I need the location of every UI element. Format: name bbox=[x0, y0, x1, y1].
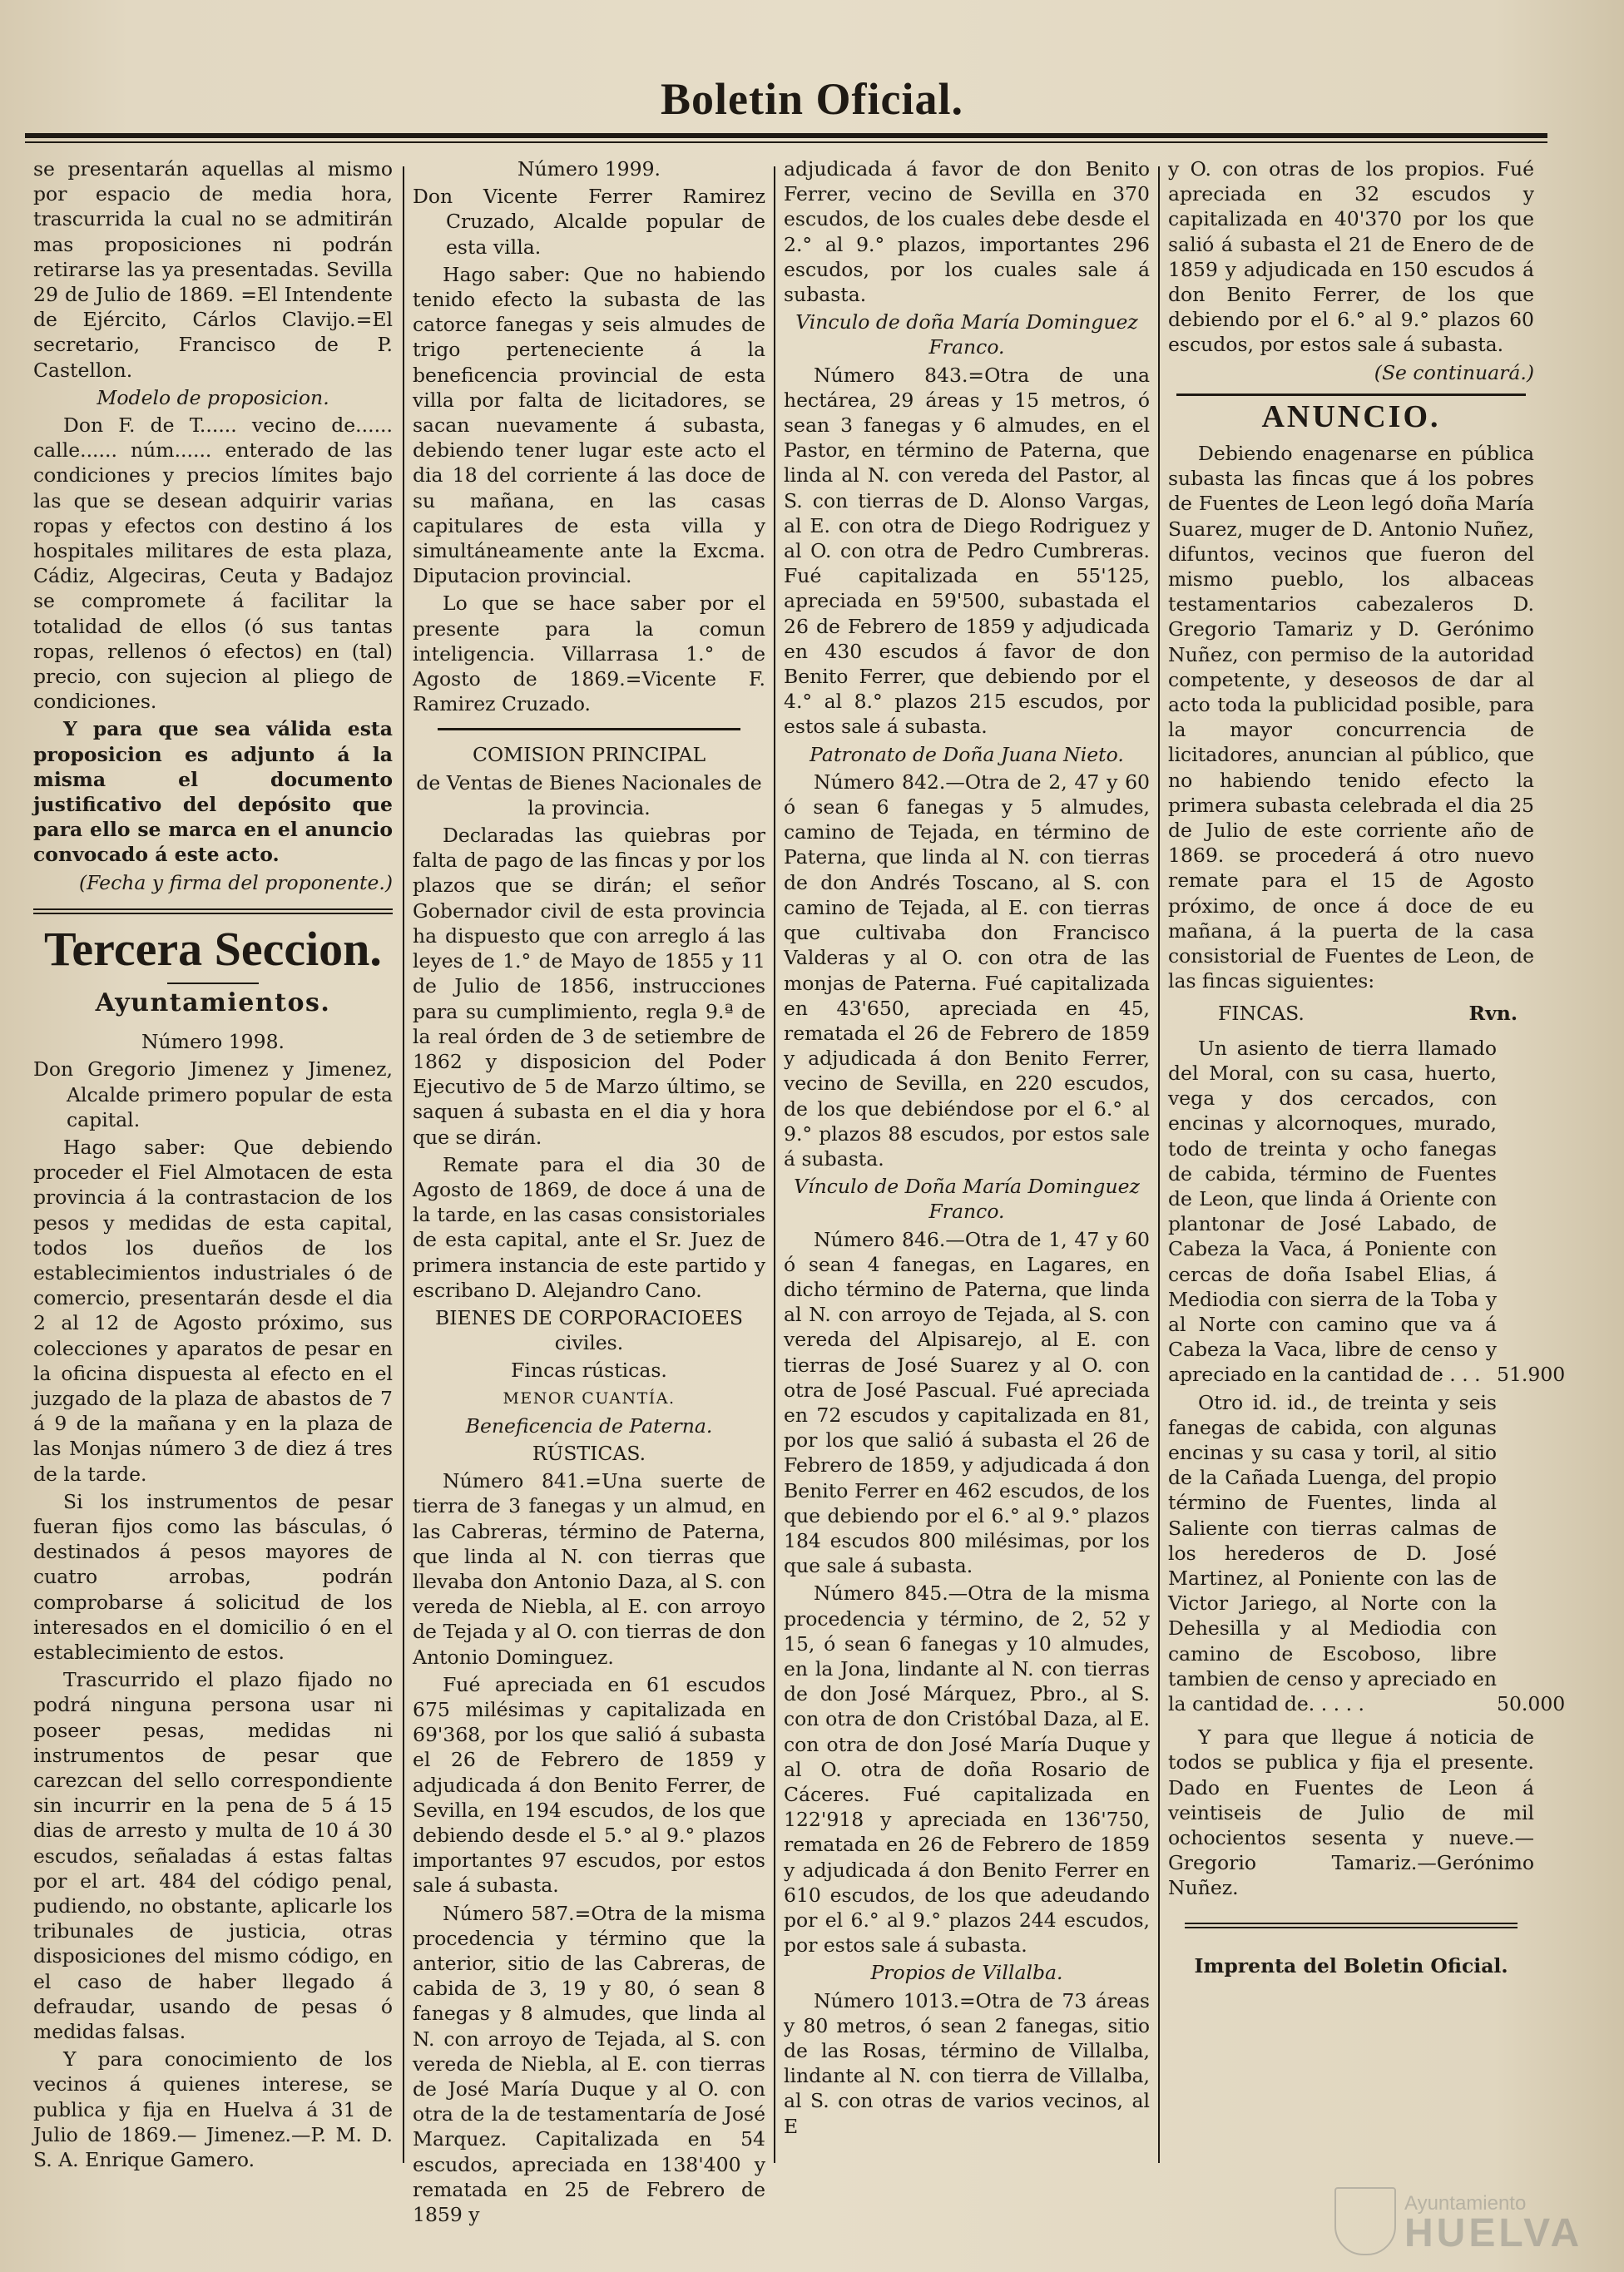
header-rule-thin bbox=[25, 141, 1547, 143]
fincas-header bbox=[1168, 1001, 1534, 1026]
header-rule bbox=[25, 133, 1547, 138]
paragraph: Y para que sea válida esta proposicion es adjunto á la misma el documento justificativo del depósito que para ello se marca en el anuncio convocado á este acto. bbox=[33, 717, 393, 867]
subheading: Vínculo de Doña María Dominguez Franco. bbox=[794, 1175, 1140, 1224]
watermark-line1: Ayuntamiento bbox=[1404, 2192, 1527, 2215]
paragraph: Número 845.—Otra de la misma procedencia y término, de 2, 52 y 15, ó sean 6 fanegas y 10 almudes, en la Jona, lindante al N. con tierras de don José Márquez, Pbro., al S. con otra de don Cristóbal Daza, al E. con otra de don José María Duque y al O. otra de doña Rosario de Cáceres. Fué capitalizada en 122'918 y apreciada en 136'750, rematada en 26 de Febrero de 1859 y adjudicada á don Benito Ferrer en 610 escudos, de los que adeudando por el 6.° al 9.° plazos 244 escudos, por estos sale á subasta. bbox=[784, 1581, 1150, 1958]
paragraph: Don F. de T...... vecino de...... calle...... núm...... enterado de las condiciones y precios límites bajo las que se desean adquirir varias ropas y efectos con destino á los hospitales militares de esta plaza, Cádiz, Algeciras, Ceuta y Badajoz se compromete á facilitar la totalidad de ellos (ó sus tantas ropas, rellenos ó efectos) en (tal) precio, con sujecion al pliego de condiciones. bbox=[33, 413, 393, 714]
property-item bbox=[1168, 1390, 1566, 1717]
paragraph: Debiendo enagenarse en pública subasta las fincas que á los pobres de Fuentes de Leon legó doña María Suarez, muger de D. Antonio Nuñez, difuntos, vecinos que fueron del mismo pueblo, los albaceas testamentarios cabezaleros D. Gregorio Tamariz y D. Gerónimo Nuñez, con permiso de la autoridad competente, y deseosos de dar al acto toda la publicidad posible, para la mayor concurrencia de licitadores, anuncian al público, que no habiendo tenido efecto la primera subasta celebrada el dia 25 de Julio de este corriente año de 1869. se procederá á otro nuevo remate para el 15 de Agosto próximo, de once á doce de eu mañana, á la puerta de la casa consistorial de Fuentes de Leon, de las fincas siguientes: bbox=[1168, 442, 1534, 993]
separator bbox=[1185, 1923, 1518, 1928]
property-description: Un asiento de tierra llamado del Moral, con su casa, huerto, vega y dos cercados, con encinas y alcornoques, murado, todo de treinta y ocho fanegas de cabida, término de Fuentes de Leon, que linda á Oriente con plantonar de José Labado, de Cabeza la Vaca, á Poniente con cercas de doña Isabel Elias, á Mediodia con sierra de la Toba y al Norte con camino que va á Cabeza la Vaca, libre de censo y apreciado en la cantidad de . . . bbox=[1168, 1036, 1497, 1387]
subheading: Patronato de Doña Juana Nieto. bbox=[810, 742, 1124, 766]
subheading: COMISION PRINCIPAL bbox=[472, 743, 706, 767]
subheading: Propios de Villalba. bbox=[870, 1961, 1063, 1985]
subheading: Modelo de proposicion. bbox=[97, 385, 329, 409]
property-item bbox=[1168, 1036, 1566, 1388]
continuation-note: (Se continuará.) bbox=[1374, 360, 1534, 384]
subheading: BIENES DE CORPORACIOEES civiles. bbox=[434, 1305, 744, 1355]
paragraph: Trascurrido el plazo fijado no podrá ninguna persona usar ni poseer pesas, medidas ni instrumentos de pesar que carezcan del sello correspondiente sin incurrir en la pena de 5 á 15 dias de arresto y multa de 10 á 30 escudos, señaladas á estas faltas por el art. 484 del código penal, pudiendo, no obstante, aplicarle los tribunales de justicia, otras disposiciones del mismo código, en el caso de haber llegado á defraudar, usando de pesas ó medidas falsas. bbox=[33, 1668, 393, 2044]
separator bbox=[1176, 394, 1526, 396]
paragraph: adjudicada á favor de don Benito Ferrer, vecino de Sevilla en 370 escudos, de los cuales debe desde el 2.° al 9.° plazos, importantes 296 escudos, por los cuales sale á subasta. bbox=[784, 157, 1150, 307]
paragraph: Remate para el dia 30 de Agosto de 1869, de doce á una de la tarde, en las casas consistoriales de esta capital, ante el Sr. Juez de primera instancia de este partido y escribano D. Alejandro Cano. bbox=[413, 1152, 765, 1302]
subheading: Vinculo de doña María Dominguez Franco. bbox=[795, 310, 1138, 359]
notice-number: Número 1998. bbox=[141, 1030, 285, 1054]
column-2 bbox=[413, 156, 765, 2230]
separator bbox=[438, 728, 740, 730]
subheading: RÚSTICAS. bbox=[532, 1441, 646, 1465]
property-description: Otro id. id., de treinta y seis fanegas de cabida, con algunas encinas y su casa y toril, al sitio de la Cañada Luenga, del propio término de Fuentes, linda al Saliente con tierras calmas de los herederos de D. José Martinez, al Poniente con las de Victor Jariego, al Norte con la Dehesilla y al Mediodia con camino de Escoboso, libre tambien de censo y apreciado en la cantidad de. . . . . bbox=[1168, 1390, 1497, 1715]
column-1 bbox=[33, 156, 393, 2175]
column-divider bbox=[1158, 166, 1160, 2163]
paragraph: Número 842.—Otra de 2, 47 y 60 ó sean 6 fanegas y 5 almudes, camino de Tejada, en término de Paterna, que linda al N. con tierras de don Andrés Toscano, al S. con camino de Tejada, al E. con tierras que cultivaba don Francisco Valderas y al O. con otra de las monjas de Paterna. Fué capitalizada en 43'650, apreciada en 45, rematada el 26 de Febrero de 1859 y adjudicada á don Benito Ferrer, vecino de Sevilla, en 220 escudos, de los que debiéndose por el 6.° al 9.° plazos 88 escudos, por estos sale á subasta. bbox=[784, 770, 1150, 1171]
paragraph: Número 841.=Una suerte de tierra de 3 fanegas y un almud, en las Cabreras, término de Paterna, que linda al N. con tierras que llevaba don Antonio Daza, al S. con vereda de Niebla, al E. con arroyo de Tejada y al O. con tierras de don Antonio Dominguez. bbox=[413, 1469, 765, 1669]
subheading: MENOR CUANTÍA. bbox=[503, 1388, 676, 1408]
paragraph: Hago saber: Que no habiendo tenido efecto la subasta de las catorce fanegas y seis almudes de trigo perteneciente á la beneficencia provincial de esta villa por falta de licitadores, se sacan nuevamente á subasta, debiendo tener lugar este acto el dia 18 del corriente á las doce de su mañana, en las casas capitulares de esta villa y simultáneamente ante la Excma. Diputacion provincial. bbox=[413, 262, 765, 588]
paragraph: Número 587.=Otra de la misma procedencia y término que la anterior, sitio de las Cabreras, de cabida de 3, 19 y 80, ó sean 8 fanegas y 8 almudes, que linda al N. con arroyo de Tejada, al S. con vereda de Niebla, al E. con tierras de José María Duque y al O. con otra de la de testamentaría de José Marquez. Capitalizada en 54 escudos, apreciada en 138'400 y rematada en 25 de Febrero de 1859 y bbox=[413, 1901, 765, 2227]
paragraph: Número 843.=Otra de una hectárea, 29 áreas y 15 metros, ó sean 3 fanegas y 6 almudes, en el Pastor, en término de Paterna, que linda al N. con vereda del Pastor, al S. con tierras de D. Alonso Vargas, al E. con otra de Diego Rodriguez y al O. con otra de Pedro Cumbreras. Fué capitalizada en 55'125, apreciada en 59'500, subastada el 26 de Febrero de 1859 y adjudicada en 430 escudos á favor de don Benito Ferrer, que debiendo por el 4.° al 8.° plazos 215 escudos, por estos sale á subasta. bbox=[784, 363, 1150, 739]
notice-issuer: Don Gregorio Jimenez y Jimenez, Alcalde primero popular de esta capital. bbox=[33, 1057, 393, 1131]
separator bbox=[33, 908, 393, 914]
archive-watermark bbox=[1334, 2180, 1601, 2255]
paragraph: Y para que llegue á noticia de todos se publica y fija el presente. Dado en Fuentes de Leon á veintiseis de Julio de mil ochocientos sesenta y nueve.—Gregorio Tamariz.—Gerónimo Nuñez. bbox=[1168, 1725, 1534, 1900]
fincas-label: FINCAS. bbox=[1218, 1001, 1305, 1025]
property-value: 50.000 bbox=[1497, 1691, 1566, 1715]
section-heading: Ayuntamientos. bbox=[95, 988, 331, 1017]
notice-issuer: Don Vicente Ferrer Ramirez Cruzado, Alcalde popular de esta villa. bbox=[413, 185, 765, 259]
page-title: Boletin Oficial. bbox=[661, 74, 963, 124]
paragraph: Y para conocimiento de los vecinos á quienes interese, se publica y fija en Huelva á 31 de Julio de 1869.— Jimenez.—P. M. D. S. A. Enrique Gamero. bbox=[33, 2047, 393, 2172]
paragraph: Número 846.—Otra de 1, 47 y 60 ó sean 4 fanegas, en Lagares, en dicho término de Paterna, que linda al N. con arroyo de Tejada, al S. con vereda del Alpisarejo, al E. con tierras de José Suarez y al O. con otra de José Pascual. Fué apreciada en 72 escudos y capitalizada en 81, por los que salió á subasta el 26 de Febrero de 1859, y adjudicada á don Benito Ferrer en 462 escudos, de los que debiendo por el 6.° al 9.° plazos 184 escudos 800 milésimas, por los que sale á subasta. bbox=[784, 1227, 1150, 1578]
subheading: Fincas rústicas. bbox=[511, 1359, 667, 1383]
rvn-label: Rvn. bbox=[1468, 1001, 1518, 1025]
paragraph: Declaradas las quiebras por falta de pago de las fincas y por los plazos que se dirán; el señor Gobernador civil de esta provincia ha dispuesto que con arreglo á las leyes de 1.° de Mayo de 1855 y 11 de Julio de 1856, instrucciones para su cumplimiento, regla 9.ª de la real órden de 3 de setiembre de 1862 y disposicion del Poder Ejecutivo de 5 de Marzo último, se saquen á subasta en el dia y hora que se dirán. bbox=[413, 824, 765, 1149]
paragraph: Fué apreciada en 61 escudos 675 milésimas y capitalizada en 69'368, por los que salió á subasta el 26 de Febrero de 1859 y adjudicada á don Benito Ferrer, de Sevilla, en 194 escudos, de los que debiendo desde el 5.° al 9.° plazos importantes 97 escudos, por estos sale á subasta. bbox=[413, 1672, 765, 1898]
paragraph: Hago saber: Que debiendo proceder el Fiel Almotacen de esta provincia á la contrastacion de los pesos y medidas de esta capital, todos los dueños de los establecimientos industriales ó de comercio, presentarán desde el dia 2 al 12 de Agosto próximo, sus colecciones y aparatos de pesar en la oficina dispuesta al efecto en el juzgado de la plaza de abastos de 7 á 9 de la mañana y en la plaza de las Monjas número 3 de diez á tres de la tarde. bbox=[33, 1135, 393, 1486]
paragraph: Número 1013.=Otra de 73 áreas y 80 metros, ó sean 2 fanegas, sitio de las Rosas, término de Villalba, lindante al N. con tierra de Villalba, al S. con otras de varios vecinos, al E bbox=[784, 1988, 1150, 2138]
column-divider bbox=[403, 166, 404, 2163]
watermark-line2: HUELVA bbox=[1404, 2211, 1583, 2255]
notice-number: Número 1999. bbox=[517, 157, 661, 181]
signature-line: (Fecha y firma del proponente.) bbox=[78, 870, 393, 894]
paragraph: se presentarán aquellas al mismo por espacio de media hora, trascurrida la cual no se admitirán mas proposiciones ni podrán retirarse las ya presentadas. Sevilla 29 de Julio de 1869. =El Intendente de Ejército, Cárlos Clavijo.=El secretario, Francisco de P. Castellon. bbox=[33, 157, 393, 382]
paragraph: Lo que se hace saber por el presente para la comun inteligencia. Villarrasa 1.° de Agosto de 1869.=Vicente F. Ramirez Cruzado. bbox=[413, 592, 765, 716]
column-divider bbox=[774, 166, 775, 2163]
paragraph: Si los instrumentos de pesar fueran fijos como las básculas, ó destinados á pesos mayores de cuatro arrobas, podrán comprobarse á solicitud de los interesados en el domicilio ó en el establecimiento de estos. bbox=[33, 1489, 393, 1664]
shield-icon bbox=[1334, 2187, 1396, 2255]
subheading: Beneficencia de Paterna. bbox=[465, 1413, 713, 1438]
paragraph: y O. con otras de los propios. Fué apreciada en 32 escudos y capitalizada en 40'370 por los que salió á subasta el 21 de Enero de de 1859 y adjudicada en 150 escudos á don Benito Ferrer, de los que debiendo por el 6.° al 9.° plazos 60 escudos, por estos sale á subasta. bbox=[1168, 157, 1534, 357]
section-title: Tercera Seccion. bbox=[44, 921, 382, 976]
property-value: 51.900 bbox=[1497, 1363, 1566, 1387]
ornament-rule bbox=[167, 983, 259, 984]
column-4 bbox=[1168, 156, 1566, 1981]
announcement-heading: ANUNCIO. bbox=[1261, 398, 1441, 434]
column-3 bbox=[784, 156, 1150, 2141]
printer-credit: Imprenta del Boletin Oficial. bbox=[1194, 1953, 1508, 1977]
subheading: de Ventas de Bienes Nacionales de la provincia. bbox=[416, 770, 762, 819]
